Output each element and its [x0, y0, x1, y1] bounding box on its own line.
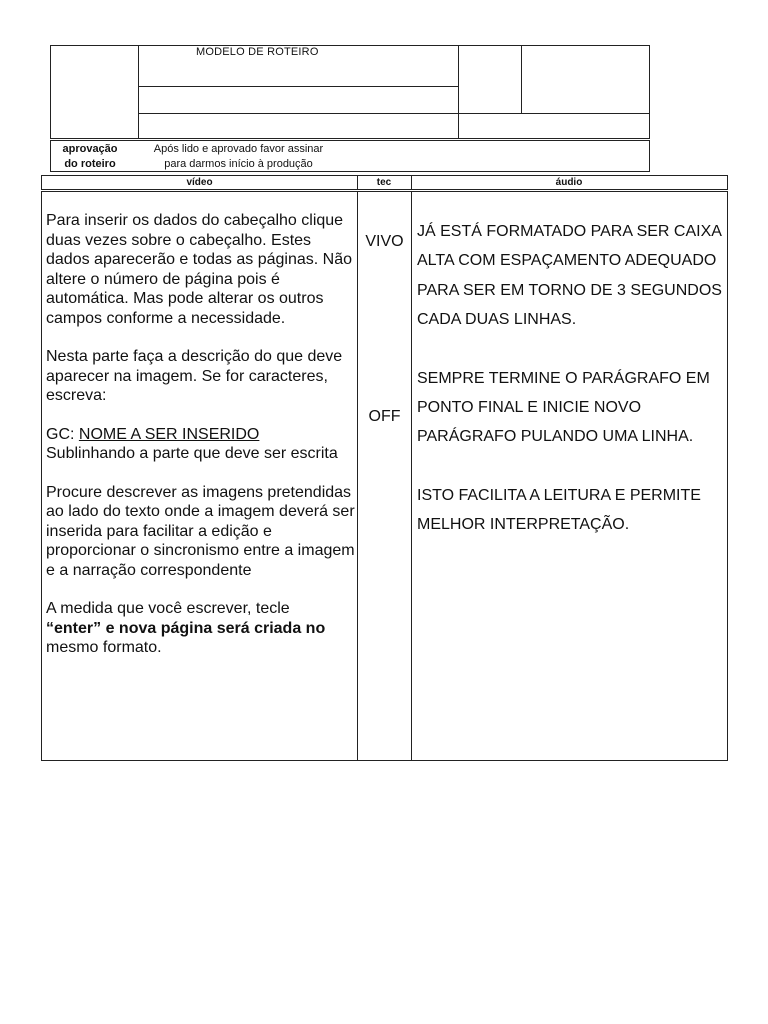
audio-paragraph: JÁ ESTÁ FORMATADO PARA SER CAIXA ALTA COM ESPAÇAMENTO ADEQUADO PARA SER EM TORNO DE 3 SEGUNDOS CADA DUAS LINHAS. — [417, 223, 722, 329]
header-divider — [458, 46, 459, 138]
video-paragraph: Para inserir os dados do cabeçalho clique duas vezes sobre o cabeçalho. Estes dados aparecerão e todas as páginas. Não altere o número de página pois é automática. Mas pode alterar os outros campos conforme a necessidade. — [46, 212, 352, 327]
column-divider — [411, 192, 412, 760]
header-divider — [138, 46, 139, 138]
header-divider — [138, 113, 649, 114]
video-column — [46, 211, 356, 658]
tec-off: OFF — [368, 408, 401, 425]
audio-column — [417, 217, 725, 540]
column-divider — [357, 192, 358, 760]
video-paragraph: Nesta parte faça a descrição do que deve aparecer na imagem. Se for caracteres, escreva: — [46, 348, 343, 404]
column-header-row — [41, 175, 728, 190]
approval-instructions: Após lido e aprovado favor assinar para darmos início à produção — [153, 143, 324, 170]
audio-paragraph: ISTO FACILITA A LEITURA E PERMITE MELHOR INTERPRETAÇÃO. — [417, 486, 701, 534]
script-title: MODELO DE ROTEIRO — [196, 46, 319, 58]
script-table — [41, 191, 728, 761]
tec-vivo: VIVO — [365, 233, 404, 250]
column-header-video: vídeo — [186, 177, 213, 188]
gc-caption: NOME A SER INSERIDO — [78, 425, 260, 443]
approval-label: aprovação do roteiro — [62, 143, 118, 170]
audio-paragraph: SEMPRE TERMINE O PARÁGRAFO EM PONTO FINAL E INICIE NOVO PARÁGRAFO PULANDO UMA LINHA. — [417, 369, 710, 446]
video-paragraph: GC: NOME A SER INSERIDO Sublinhando a parte que deve ser escrita — [46, 425, 338, 462]
header-divider — [521, 46, 522, 113]
column-header-tec: tec — [376, 177, 392, 188]
video-paragraph: A medida que você escrever, tecle “enter” e nova página será criada no mesmo formato. — [46, 600, 326, 656]
approval-box — [50, 140, 650, 172]
video-paragraph: Procure descrever as imagens pretendidas ao lado do texto onde a imagem deverá ser inserida para facilitar a edição e proporcionar o sincronismo entre a imagem e a narração correspondente — [46, 483, 355, 579]
header-divider — [138, 86, 458, 87]
column-header-audio: áudio — [555, 177, 583, 188]
script-header — [50, 45, 650, 139]
